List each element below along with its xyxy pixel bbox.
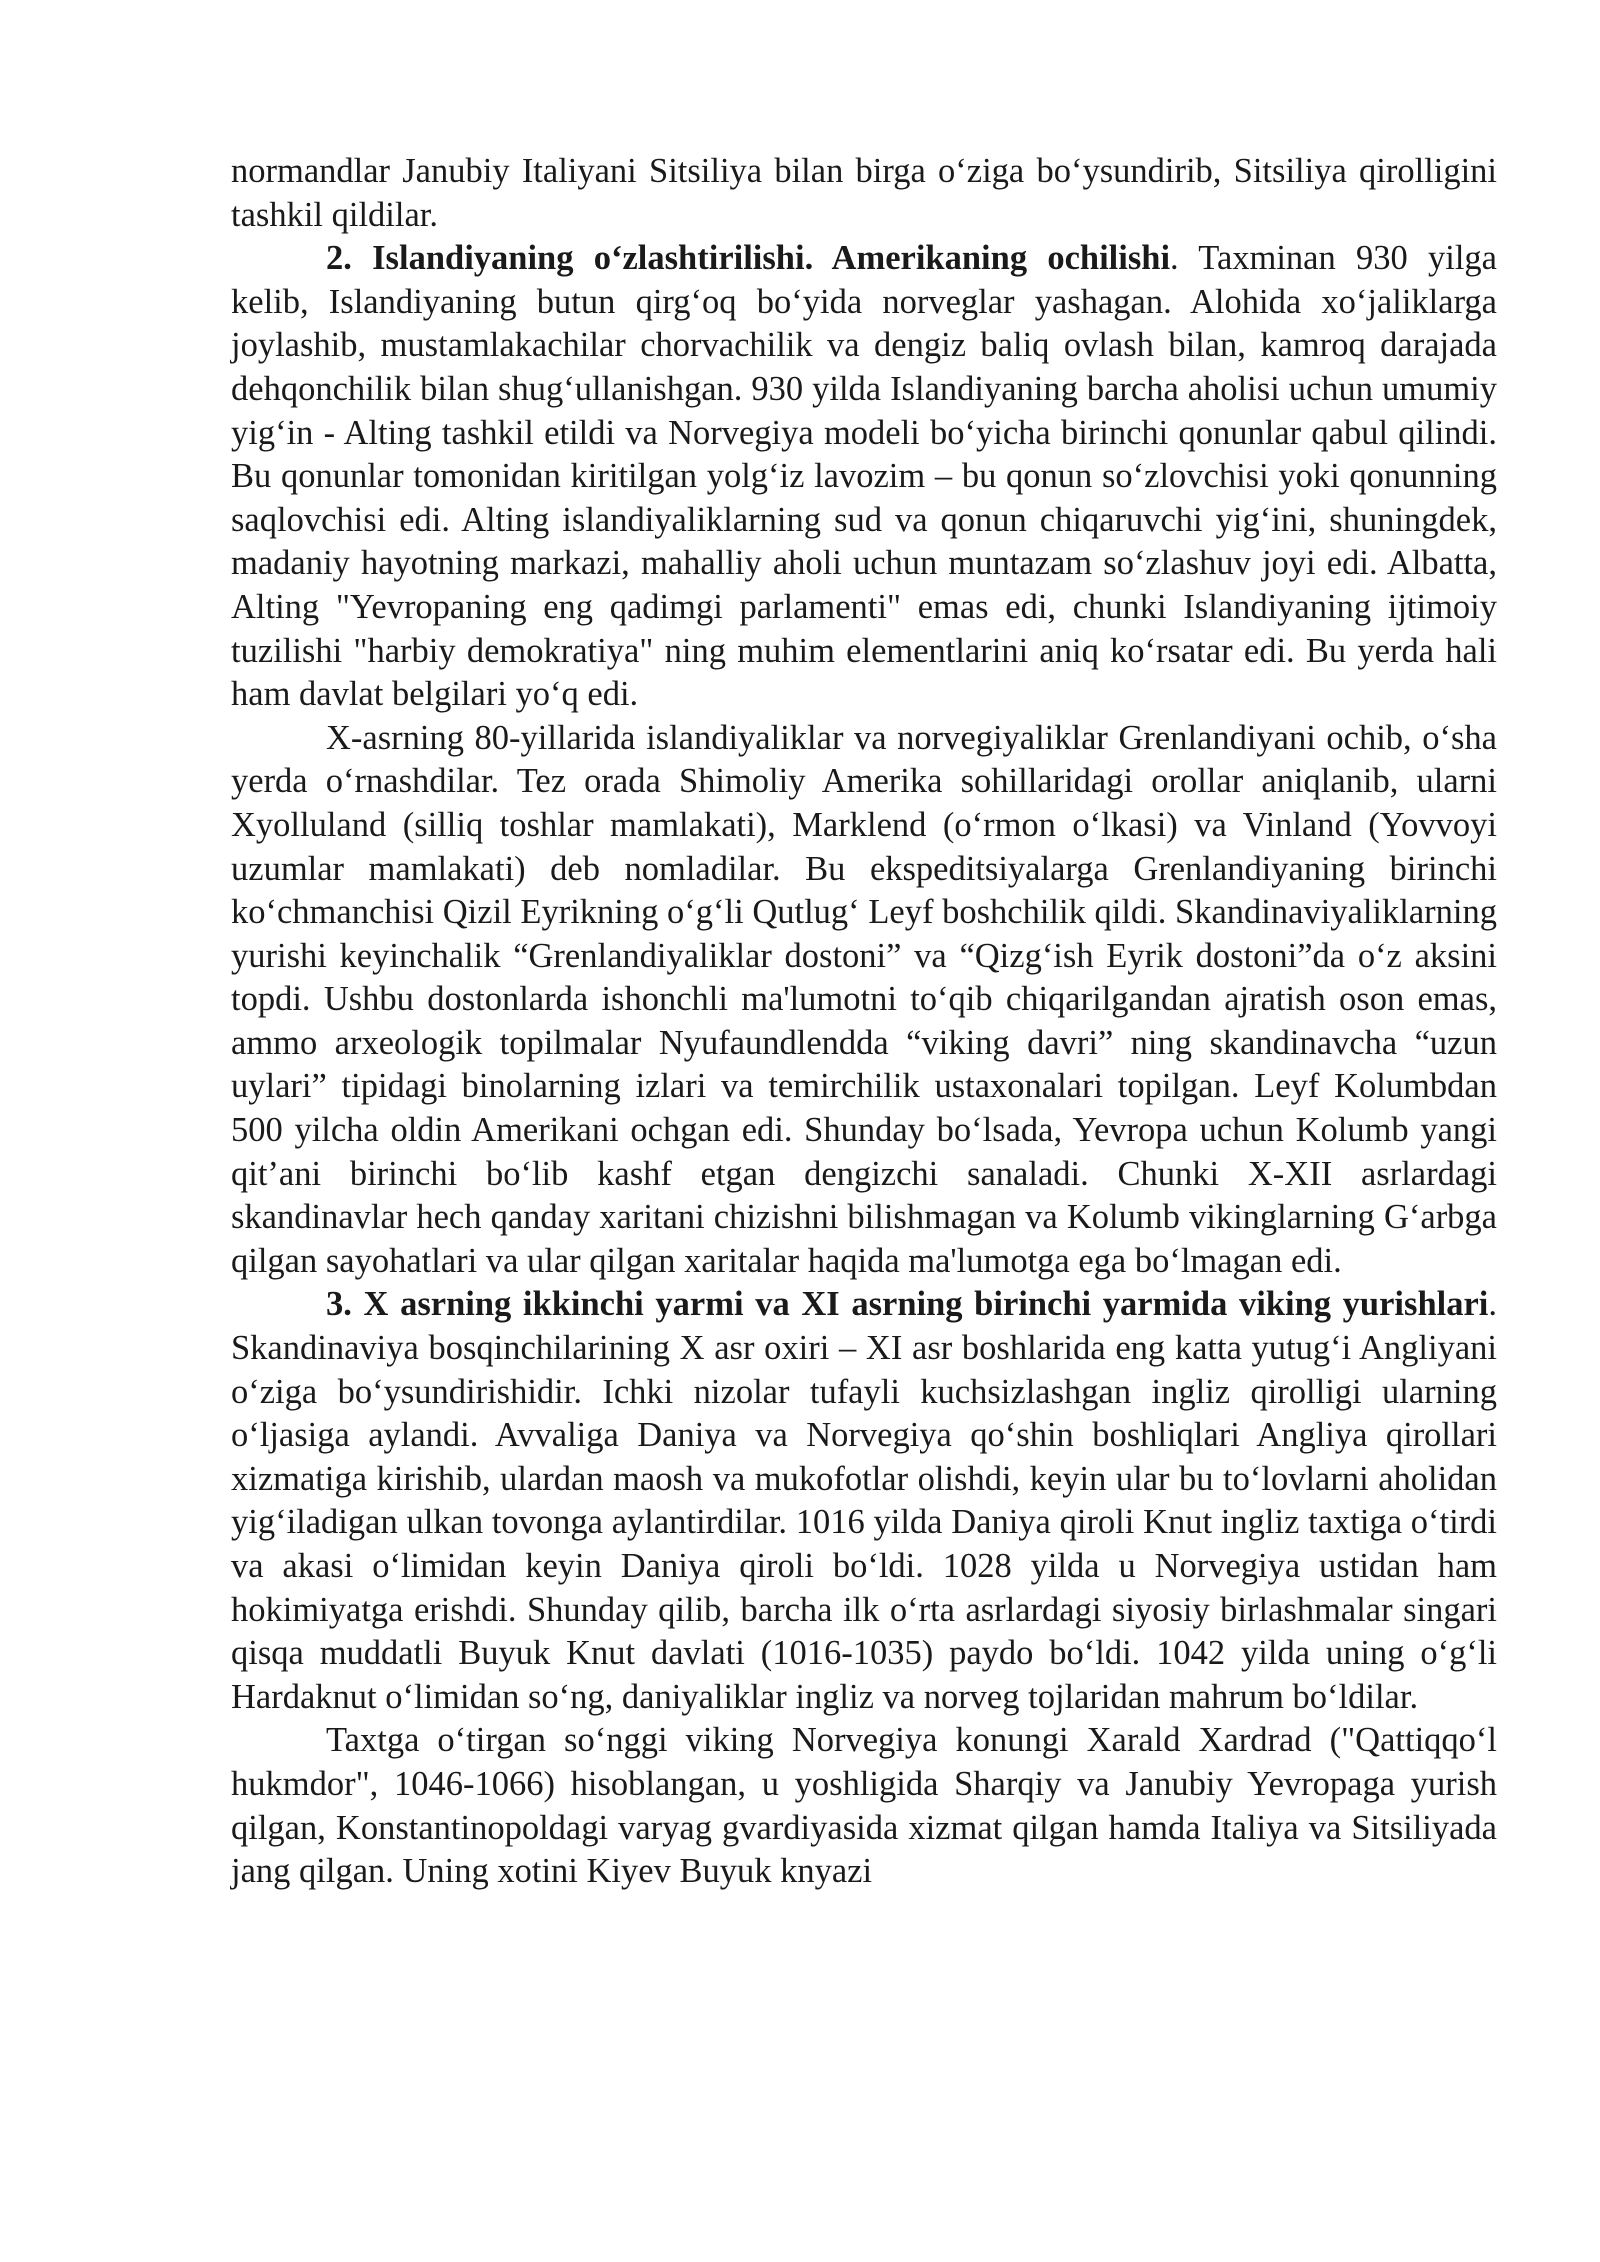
section-2-text: . Taxminan 930 yilga kelib, Islandiyaning butun qirg‘oq bo‘yida norveglar yashagan. Alohida xo‘jaliklarga joylashib, mustamlakachilar chorvachilik va dengiz baliq ovlash bilan, kamroq darajada dehqonchilik bilan shug‘ullanishgan. 930 yilda Islandiyaning barcha aholisi uchun umumiy yig‘in - Alting tashkil etildi va Norvegiya modeli bo‘yicha birinchi qonunlar qabul qilindi. Bu qonunlar tomonidan kiritilgan yolg‘iz lavozim – bu qonun so‘zlovchisi yoki qonunning saqlovchisi edi. Alting islandiyaliklarning sud va qonun chiqaruvchi yig‘ini, shuningdek, madaniy hayotning markazi, mahalliy aholi uchun muntazam so‘zlashuv joyi edi. Albatta, Alting "Yevropaning eng qadimgi parlamenti" emas edi, chunki Islandiyaning ijtimoiy tuzilishi "harbiy demokratiya" ning muhim elementlarini aniq ko‘rsatar edi. Bu yerda hali ham davlat belgilari yo‘q edi.	[231, 239, 1497, 714]
paragraph-section-2	[231, 237, 1497, 717]
section-3-heading: 3. X asrning ikkinchi yarmi va XI asrning birinchi yarmida viking yurishlari	[326, 1285, 1489, 1324]
section-3-text: . Skandinaviya bosqinchilarining X asr oxiri – XI asr boshlarida eng katta yutug‘i Angliyani o‘ziga bo‘ysundirishidir. Ichki nizolar tufayli kuchsizlashgan ingliz qirolligi ularning o‘ljasiga aylandi. Avvaliga Daniya va Norvegiya qo‘shin boshliqlari Angliya qirollari xizmatiga kirishib, ulardan maosh va mukofotlar olishdi, keyin ular bu to‘lovlarni aholidan yig‘iladigan ulkan tovonga aylantirdilar. 1016 yilda Daniya qiroli Knut ingliz taxtiga o‘tirdi va akasi o‘limidan keyin Daniya qiroli bo‘ldi. 1028 yilda u Norvegiya ustidan ham hokimiyatga erishdi. Shunday qilib, barcha ilk o‘rta asrlardagi siyosiy birlashmalar singari qisqa muddatli Buyuk Knut davlati (1016-1035) paydo bo‘ldi. 1042 yilda uning o‘g‘li Hardaknut o‘limidan so‘ng, daniyaliklar ingliz va norveg tojlaridan mahrum bo‘ldilar.	[231, 1285, 1497, 1716]
paragraph-harald-hardrada: Taxtga o‘tirgan so‘nggi viking Norvegiya konungi Xarald Xardrad ("Qattiqqo‘l hukmdor", 1046-1066) hisoblangan, u yoshligida Sharqiy va Janubiy Yevropaga yurish qilgan, Konstantinopoldagi varyag gvardiyasida xizmat qilgan hamda Italiya va Sitsiliyada jang qilgan. Uning xotini Kiyev Buyuk knyazi	[231, 1721, 1497, 1891]
paragraph-continuation: normandlar Janubiy Italiyani Sitsiliya bilan birga o‘ziga bo‘ysundirib, Sitsiliya qirolligini tashkil qildilar.	[231, 152, 1497, 234]
document-page	[231, 150, 1497, 1894]
section-2-heading: 2. Islandiyaning o‘zlashtirilishi. Amerikaning ochilishi	[326, 239, 1171, 278]
paragraph-section-3	[231, 1283, 1497, 1719]
paragraph-greenland-america: X-asrning 80-yillarida islandiyaliklar va norvegiyaliklar Grenlandiyani ochib, o‘sha yerda o‘rnashdilar. Tez orada Shimoliy Amerika sohillaridagi orollar aniqlanib, ularni Xyolluland (silliq toshlar mamlakati), Marklend (o‘rmon o‘lkasi) va Vinland (Yovvoyi uzumlar mamlakati) deb nomladilar. Bu ekspeditsiyalarga Grenlandiyaning birinchi ko‘chmanchisi Qizil Eyrikning o‘g‘li Qutlug‘ Leyf boshchilik qildi. Skandinaviyaliklarning yurishi keyinchalik “Grenlandiyaliklar dostoni” va “Qizg‘ish Eyrik dostoni”da o‘z aksini topdi. Ushbu dostonlarda ishonchli ma'lumotni to‘qib chiqarilgandan ajratish oson emas, ammo arxeologik topilmalar Nyufaundlendda “viking davri” ning skandinavcha “uzun uylari” tipidagi binolarning izlari va temirchilik ustaxonalari topilgan. Leyf Kolumbdan 500 yilcha oldin Amerikani ochgan edi. Shunday bo‘lsada, Yevropa uchun Kolumb yangi qit’ani birinchi bo‘lib kashf etgan dengizchi sanaladi. Chunki X-XII asrlardagi skandinavlar hech qanday xaritani chizishni bilishmagan va Kolumb vikinglarning G‘arbga qilgan sayohatlari va ular qilgan xaritalar haqida ma'lumotga ega bo‘lmagan edi.	[231, 718, 1497, 1280]
